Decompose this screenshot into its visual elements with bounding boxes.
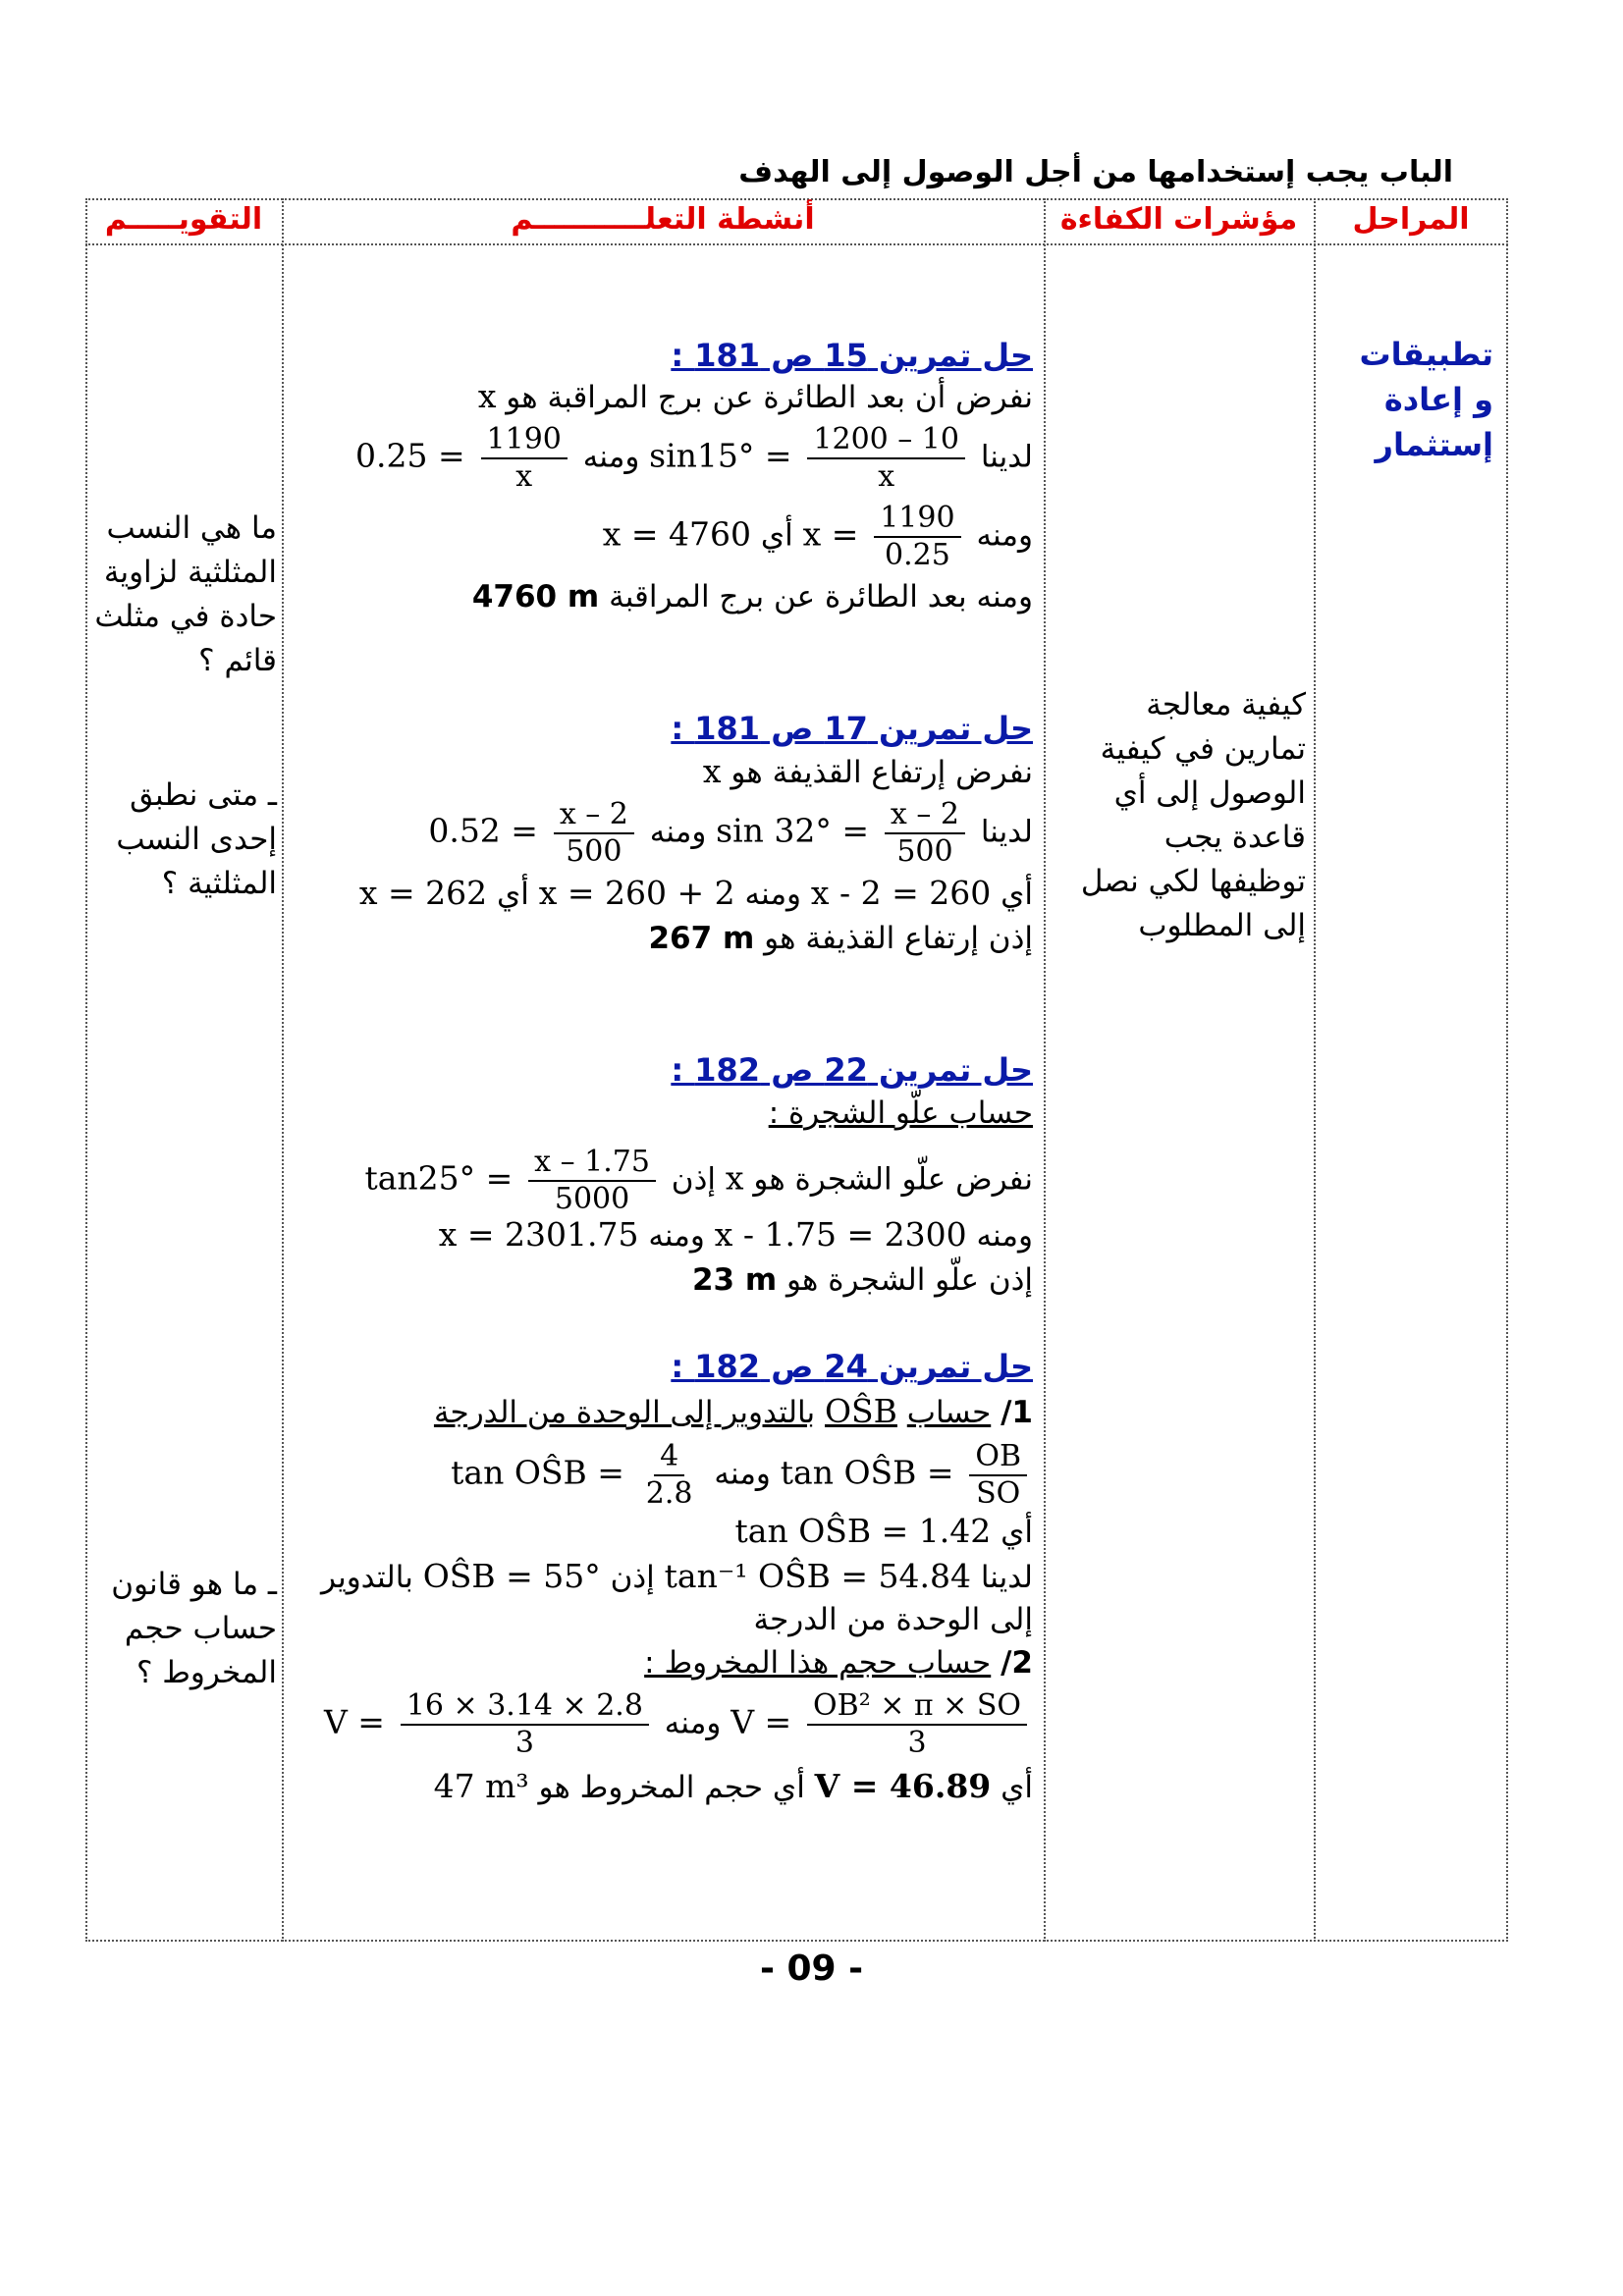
exercise-24-angle: لدينا tan⁻¹ OŜB = 54.84 إذن OŜB = 55° بالتدوير bbox=[320, 1557, 1033, 1595]
exercise-17-title: حل تمرين 17 ص 181 : bbox=[671, 710, 1033, 747]
exercise-22-subtitle: حساب علّو الشجرة : bbox=[768, 1095, 1033, 1131]
fraction: $\frac{\text{OB² × π × SO}}{3}$ bbox=[807, 1688, 1027, 1761]
header-evaluation: التقويـــــم bbox=[104, 202, 263, 237]
exercise-24-volume-equation: $\frac{\text{OB² × π × SO}}{3}$ V = ومنه $\frac{16 \times 3.14 \times 2.8}{3}$ V = bbox=[324, 1688, 1033, 1761]
exercise-22-equation: نفرض علّو الشجرة هو x إذن $\frac{x - 1.75}{5000}$ tan25° = bbox=[364, 1145, 1033, 1216]
exercise-22-solution: ومنه x - 1.75 = 2300 ومنه x = 2301.75 bbox=[438, 1215, 1033, 1254]
fraction: $\frac{1190}{x}$ bbox=[481, 422, 568, 495]
page-number: - 09 - bbox=[759, 1949, 864, 1989]
evaluation-question: ما هي النسب المثلثية لزاوية حادة في مثلث قائم ؟ bbox=[94, 510, 277, 678]
exercise-15-title: حل تمرين 15 ص 181 : bbox=[671, 337, 1033, 374]
exercise-24-conclusion: أي V = 46.89 أي حجم المخروط هو 47 m³ bbox=[433, 1767, 1033, 1805]
header-indicators: مؤشرات الكفاءة bbox=[1059, 202, 1298, 237]
evaluation-question: ـ ما هو قانون حساب حجم المخروط ؟ bbox=[111, 1567, 277, 1690]
fraction: $\frac{1190}{0.25}$ bbox=[874, 501, 960, 573]
exercise-15-conclusion: ومنه بعد الطائرة عن برج المراقبة 4760 m bbox=[471, 579, 1033, 614]
fraction: $\frac{16 \times 3.14 \times 2.8}{3}$ bbox=[401, 1688, 649, 1761]
header-activities: أنشطة التعلـــــــــــم bbox=[511, 202, 815, 237]
column-divider bbox=[1314, 198, 1316, 1942]
exercise-24-tan-value: أي tan OŜB = 1.42 bbox=[734, 1512, 1033, 1550]
header-stages: المراحل bbox=[1352, 202, 1470, 237]
exercise-24-tan-equation: $\frac{OB}{SO}$ tan OŜB = ومنه $\frac{4}{2.8}$ tan OŜB = bbox=[451, 1439, 1033, 1512]
exercise-24-rounding: إلى الوحدة من الدرجة bbox=[753, 1602, 1033, 1637]
exercise-15-equation: لدينا $\frac{1200 - 10}{x}$ sin15° = ومنه $\frac{1190}{x}$ 0.25 = bbox=[355, 422, 1033, 494]
fraction: $\frac{x - 2}{500}$ bbox=[885, 797, 965, 870]
stage-label: تطبيقات و إعادة إستثمار bbox=[1359, 336, 1493, 463]
competency-indicator: كيفية معالجة تمارين في كيفية الوصول إلى أي قاعدة يجب توظيفها لكي نصل إلى المطلوب bbox=[1080, 687, 1306, 943]
column-divider bbox=[282, 198, 284, 1942]
fraction: $\frac{OB}{SO}$ bbox=[969, 1439, 1027, 1512]
exercise-22-conclusion: إذن علّو الشجرة هو 23 m bbox=[691, 1262, 1033, 1298]
fraction: $\frac{x - 2}{500}$ bbox=[554, 797, 634, 870]
exercise-17-solution: أي x - 2 = 260 ومنه x = 260 + 2 أي x = 262 bbox=[358, 874, 1033, 912]
exercise-24-part2: 2/ حساب حجم هذا المخروط : bbox=[644, 1645, 1033, 1681]
exercise-24-title: حل تمرين 24 ص 182 : bbox=[671, 1348, 1033, 1385]
exercise-22-title: حل تمرين 22 ص 182 : bbox=[671, 1051, 1033, 1089]
evaluation-question: ـ متى نطبق إحدى النسب المثلثية ؟ bbox=[116, 777, 277, 901]
exercise-15-assumption: نفرض أن بعد الطائرة عن برج المراقبة هو x bbox=[477, 377, 1033, 415]
page-heading-line: الباب يجب إستخدامها من أجل الوصول إلى الهدف bbox=[738, 155, 1453, 189]
exercise-15-solution: ومنه $\frac{1190}{0.25}$ x = أي x = 4760 bbox=[602, 501, 1033, 572]
fraction: $\frac{1200 - 10}{x}$ bbox=[807, 422, 965, 495]
exercise-17-conclusion: إذن إرتفاع القذيفة هو 267 m bbox=[648, 921, 1033, 956]
header-divider bbox=[85, 243, 1508, 245]
fraction: $\frac{4}{2.8}$ bbox=[645, 1439, 693, 1511]
exercise-17-equation: لدينا $\frac{x - 2}{500}$ sin 32° = ومنه $\frac{x - 2}{500}$ 0.52 = bbox=[428, 797, 1033, 869]
fraction: $\frac{x - 1.75}{5000}$ bbox=[528, 1145, 656, 1217]
exercise-17-assumption: نفرض إرتفاع القذيفة هو x bbox=[702, 752, 1033, 790]
exercise-24-part1: 1/ حساب OŜB بالتدوير إلى الوحدة من الدرجة bbox=[433, 1392, 1033, 1430]
column-divider bbox=[1044, 198, 1046, 1942]
